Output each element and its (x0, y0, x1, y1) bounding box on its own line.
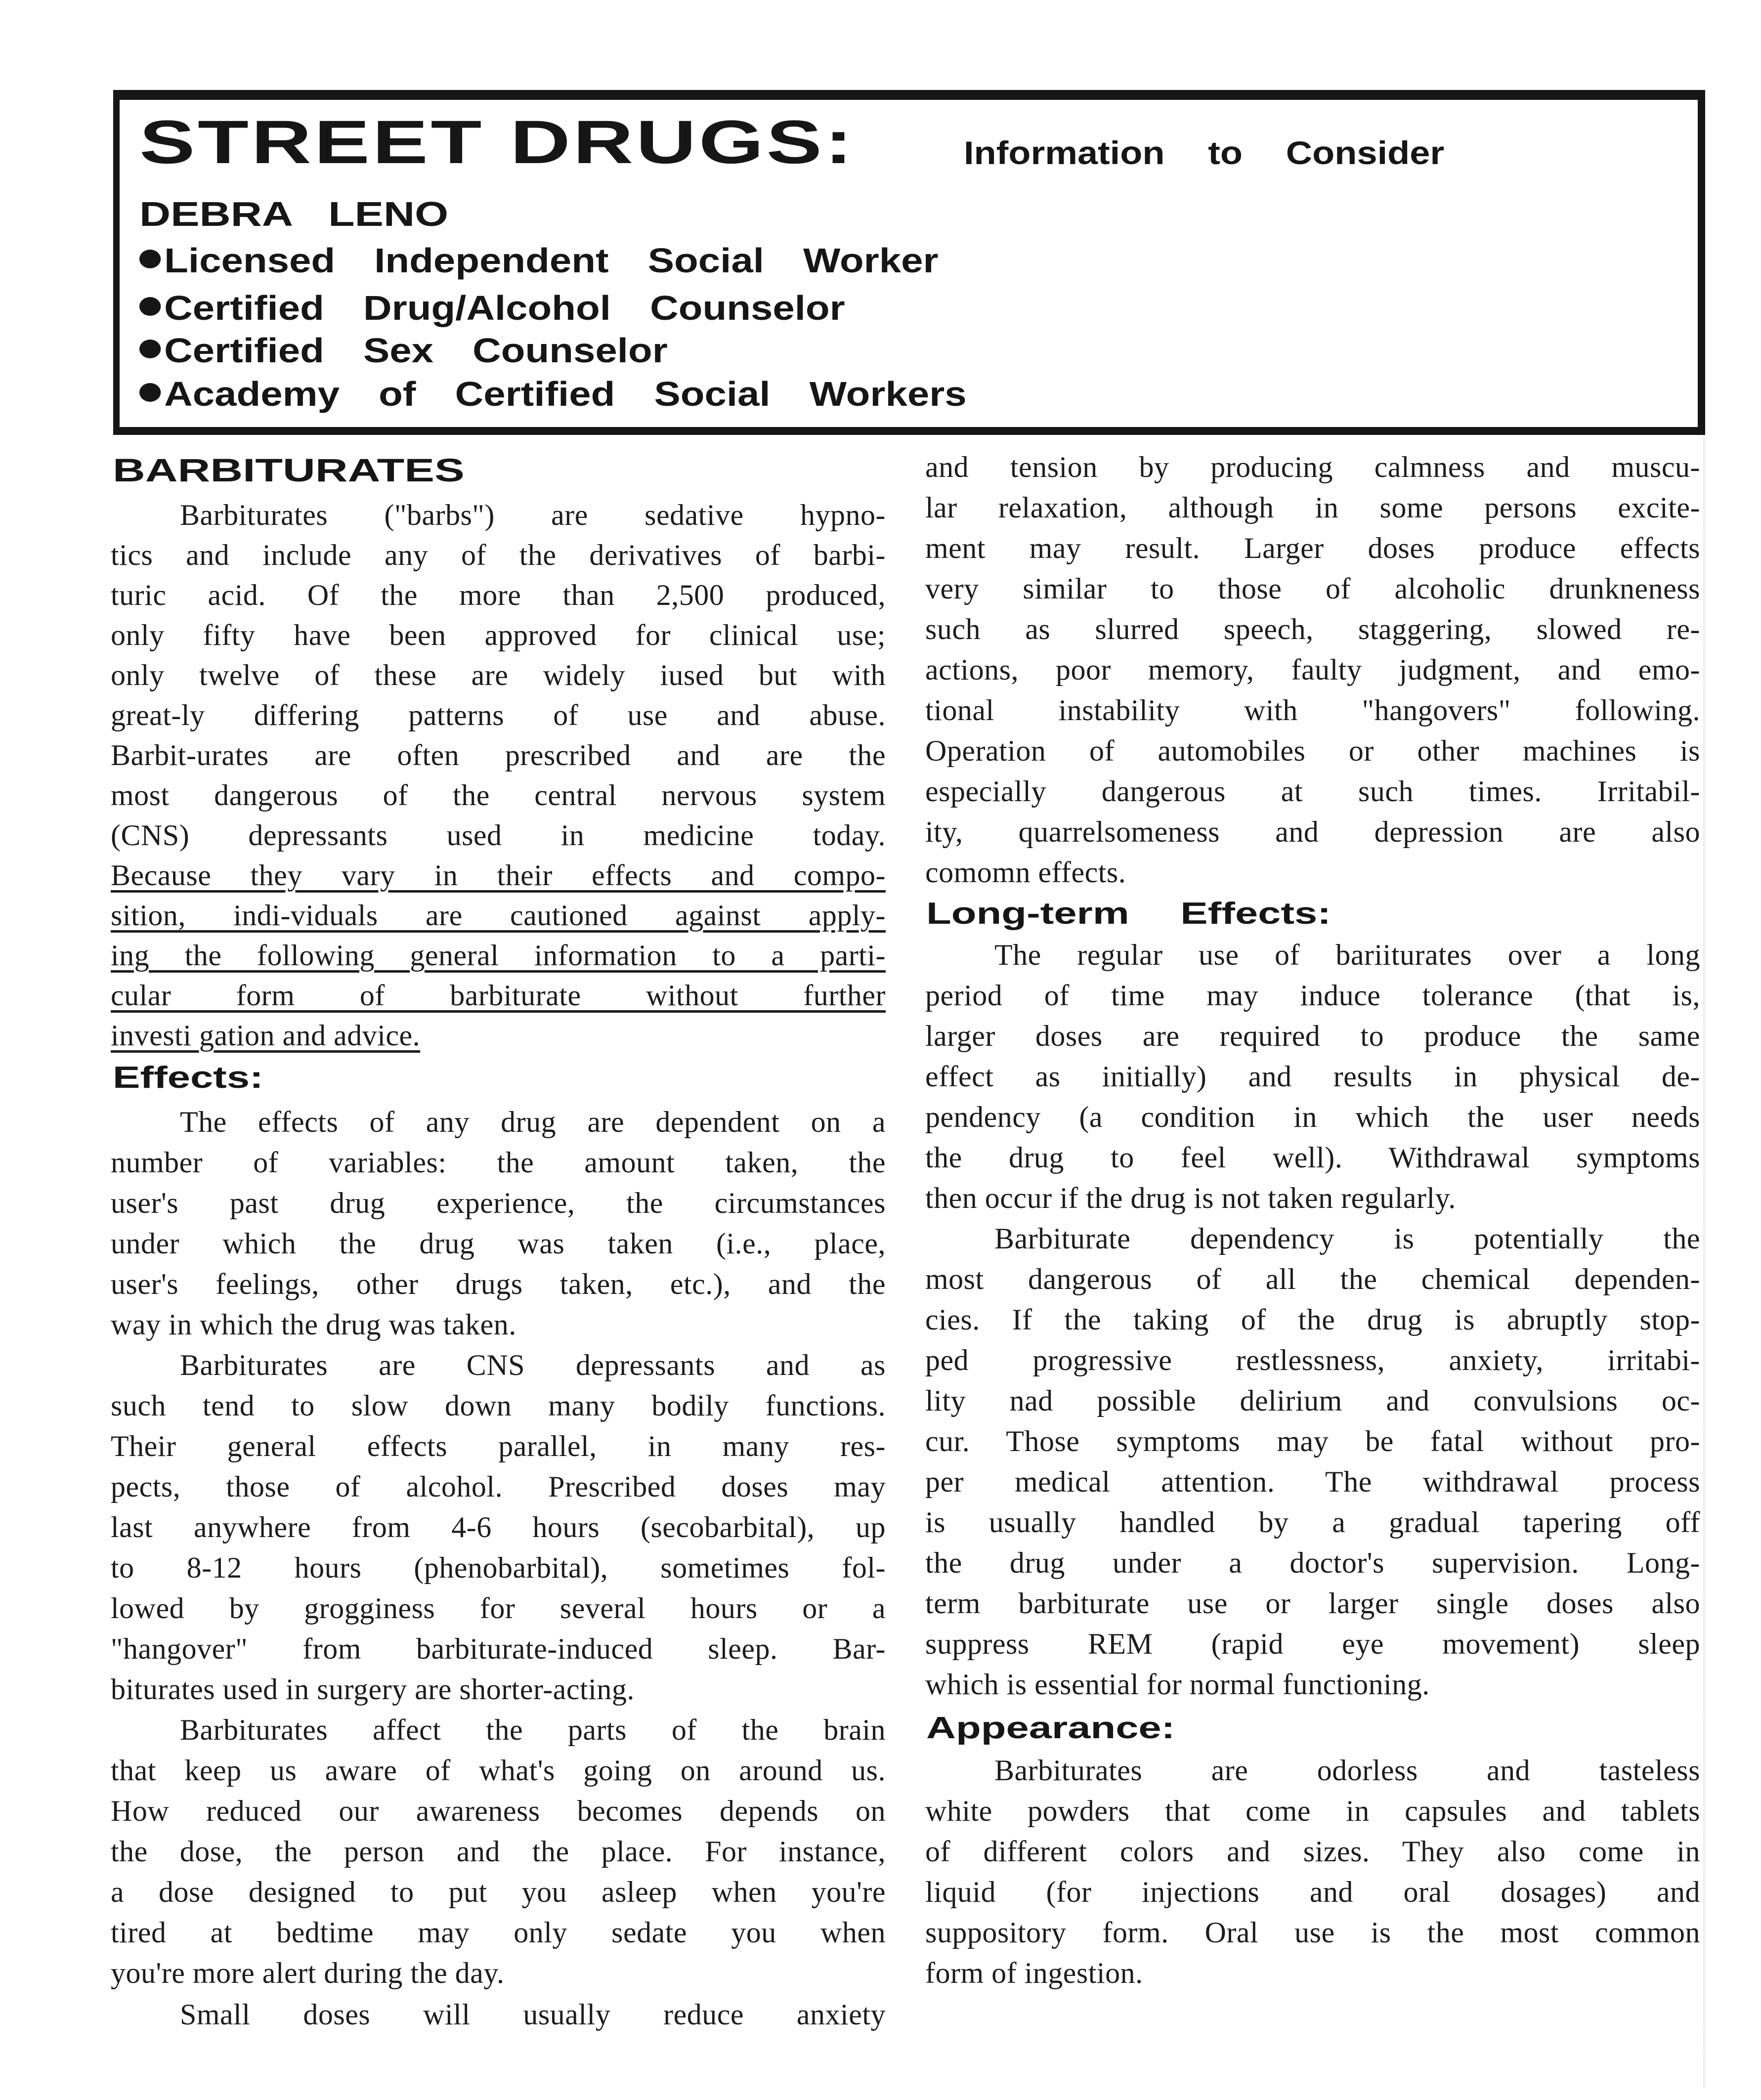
body-line: (CNS) depressants used in medicine today. (111, 819, 886, 852)
body-line: especially dangerous at such times. Irritabil- (925, 775, 1700, 808)
body-line: How reduced our awareness becomes depends on (111, 1795, 886, 1827)
page-subtitle: Information to Consider (964, 134, 1445, 171)
body-line: "hangover" from barbiturate-induced sleep. Bar- (111, 1632, 886, 1665)
body-line: last anywhere from 4-6 hours (secobarbital), up (111, 1511, 886, 1543)
body-line: to 8-12 hours (phenobarbital), sometimes fol- (111, 1551, 886, 1584)
body-line: lowed by grogginess for several hours or a (111, 1592, 886, 1625)
body-line: comomn effects. (925, 856, 1126, 889)
body-line: The effects of any drug are dependent on a (180, 1106, 886, 1138)
credential-label: Certified Sex Counselor (164, 331, 668, 370)
body-line: form of ingestion. (925, 1957, 1143, 1989)
body-line: number of variables: the amount taken, the (111, 1146, 886, 1179)
body-line: term barbiturate use or larger single doses also (925, 1587, 1700, 1620)
body-line: the dose, the person and the place. For instance, (111, 1835, 886, 1868)
caution-line: Because they vary in their effects and compo- (111, 859, 886, 892)
body-line: liquid (for injections and oral dosages) and (925, 1876, 1700, 1908)
body-line: great-ly differing patterns of use and abuse. (111, 699, 886, 731)
caution-line: investi gation and advice. (111, 1019, 421, 1052)
body-line: most dangerous of all the chemical dependen- (925, 1263, 1700, 1295)
body-line: Operation of automobiles or other machines is (925, 734, 1700, 767)
body-line: of different colors and sizes. They also come in (925, 1835, 1700, 1868)
caution-line: cular form of barbiturate without further (111, 979, 886, 1012)
body-line: suppository form. Oral use is the most common (925, 1916, 1700, 1949)
body-line: only twelve of these are widely iused but with (111, 659, 886, 691)
body-line: larger doses are required to produce the same (925, 1020, 1700, 1052)
effects-heading: Effects: (113, 1061, 263, 1095)
body-line: Barbiturates affect the parts of the brain (180, 1714, 886, 1746)
body-line: actions, poor memory, faulty judgment, and emo- (925, 653, 1700, 686)
body-line: tired at bedtime may only sedate you when (111, 1916, 886, 1949)
body-line: per medical attention. The withdrawal process (925, 1465, 1700, 1498)
body-line: tics and include any of the derivatives of barbi- (111, 539, 886, 571)
body-line: only fifty have been approved for clinical use; (111, 619, 886, 651)
body-line: the drug under a doctor's supervision. Long- (925, 1546, 1700, 1579)
body-line: ment may result. Larger doses produce effects (925, 532, 1700, 564)
body-line: and tension by producing calmness and muscu- (925, 451, 1700, 483)
body-line: user's feelings, other drugs taken, etc.), and the (111, 1268, 886, 1300)
body-line: a dose designed to put you asleep when you're (111, 1876, 886, 1908)
body-line: Barbiturates are odorless and tasteless (994, 1754, 1700, 1787)
page-edge-shadow (1703, 435, 1705, 2088)
body-line: under which the drug was taken (i.e., place, (111, 1227, 886, 1260)
appearance-heading: Appearance: (926, 1711, 1175, 1745)
body-line: which is essential for normal functioning. (925, 1668, 1430, 1701)
body-line: very similar to those of alcoholic drunkneness (925, 572, 1700, 605)
body-line: pects, those of alcohol. Prescribed doses may (111, 1470, 886, 1503)
caution-line: ing the following general information to a parti- (111, 939, 886, 972)
body-line: tional instability with "hangovers" following. (925, 694, 1700, 727)
body-line: Barbiturates are CNS depressants and as (180, 1349, 886, 1381)
body-line: lar relaxation, although in some persons excite- (925, 491, 1700, 524)
right-column (925, 0, 1700, 2100)
body-line: effect as initially) and results in physical de- (925, 1060, 1700, 1093)
body-line: Barbit-urates are often prescribed and are the (111, 739, 886, 771)
body-line: the drug to feel well). Withdrawal symptoms (925, 1141, 1700, 1174)
body-line: such as slurred speech, staggering, slowed re- (925, 613, 1700, 645)
credential-label: Licensed Independent Social Worker (164, 241, 939, 280)
author-name: DEBRA LENO (139, 195, 449, 233)
body-line: such tend to slow down many bodily functions. (111, 1389, 886, 1422)
body-line: turic acid. Of the more than 2,500 produced, (111, 579, 886, 611)
credential-label: Certified Drug/Alcohol Counselor (164, 289, 845, 327)
body-line: cies. If the taking of the drug is abruptly stop- (925, 1303, 1700, 1336)
body-line: biturates used in surgery are shorter-acting. (111, 1673, 635, 1706)
body-line: way in which the drug was taken. (111, 1308, 516, 1341)
long-term-heading: Long-term Effects: (926, 897, 1331, 931)
body-line: user's past drug experience, the circumstances (111, 1187, 886, 1219)
body-line: that keep us aware of what's going on around us. (111, 1754, 886, 1787)
body-line: most dangerous of the central nervous system (111, 779, 886, 812)
body-line: cur. Those symptoms may be fatal without pro- (925, 1425, 1700, 1457)
page-title: STREET DRUGS: (139, 108, 856, 176)
body-line: then occur if the drug is not taken regularly. (925, 1182, 1456, 1214)
body-line: Small doses will usually reduce anxiety (180, 1998, 886, 2031)
body-line: ped progressive restlessness, anxiety, irritabi- (925, 1344, 1700, 1376)
body-line: is usually handled by a gradual tapering off (925, 1506, 1700, 1539)
body-line: Barbiturates ("barbs") are sedative hypno- (180, 499, 886, 531)
body-line: ity, quarrelsomeness and depression are also (925, 815, 1700, 848)
body-line: The regular use of bariiturates over a long (994, 939, 1700, 971)
caution-line: sition, indi-viduals are cautioned against apply- (111, 899, 886, 932)
body-line: suppress REM (rapid eye movement) sleep (925, 1628, 1700, 1660)
body-line: Barbiturate dependency is potentially the (994, 1222, 1700, 1255)
left-column (111, 0, 886, 2100)
credential-label: Academy of Certified Social Workers (164, 375, 967, 413)
body-line: you're more alert during the day. (111, 1957, 505, 1989)
body-line: lity nad possible delirium and convulsions oc- (925, 1384, 1700, 1417)
body-line: Their general effects parallel, in many res- (111, 1430, 886, 1462)
body-line: period of time may induce tolerance (that is, (925, 979, 1700, 1012)
body-line: pendency (a condition in which the user needs (925, 1101, 1700, 1133)
body-line: white powders that come in capsules and tablets (925, 1795, 1700, 1827)
article-title: BARBITURATES (113, 452, 465, 488)
